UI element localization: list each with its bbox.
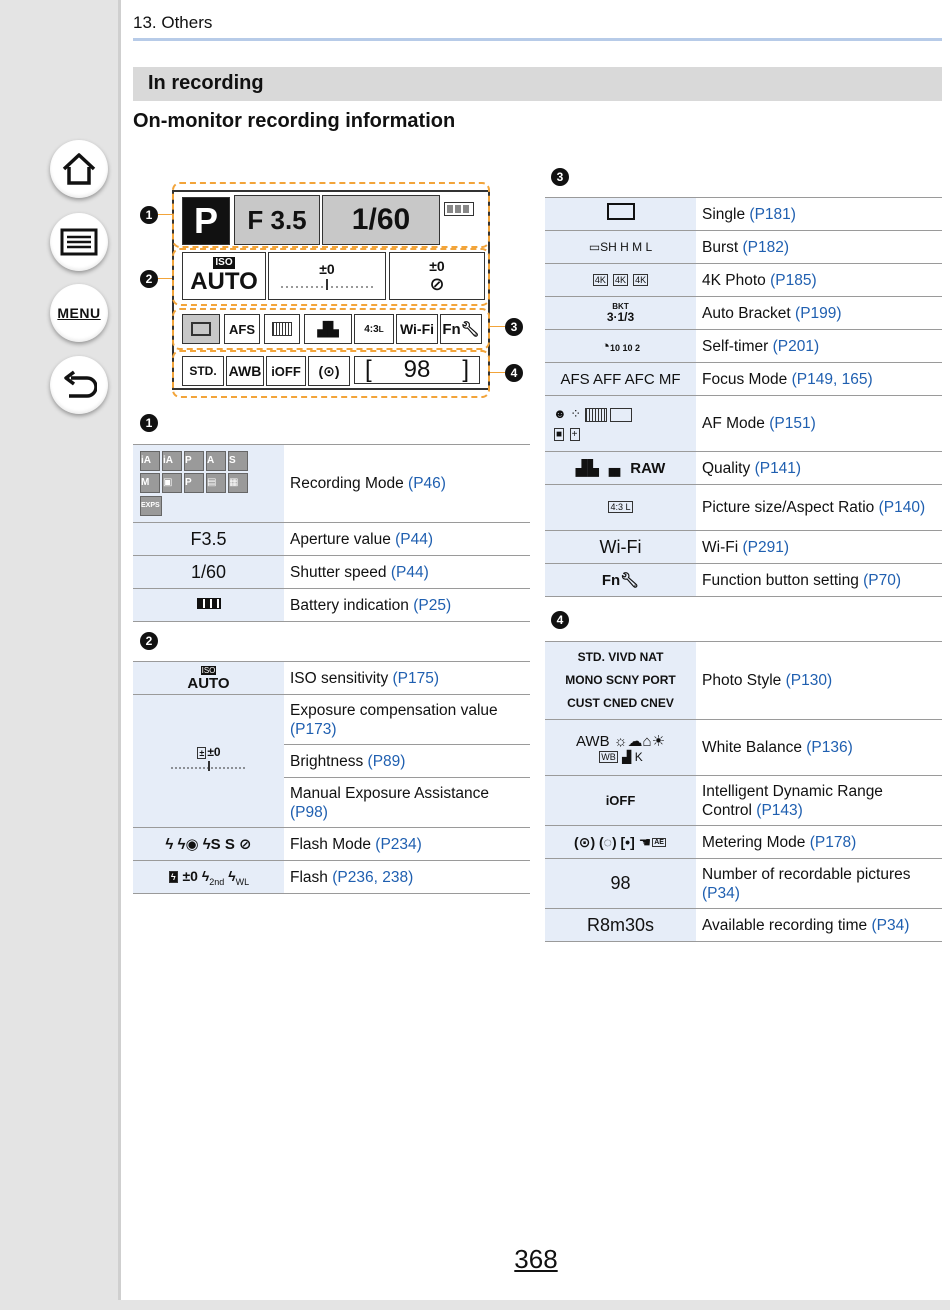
row-label: Wi-Fi	[702, 538, 743, 556]
ae-label: AE	[654, 839, 664, 847]
callout-4: 4	[505, 364, 523, 382]
chapter-rule	[133, 38, 942, 41]
row-text	[284, 695, 530, 745]
row-label: Self-timer	[702, 337, 773, 355]
row-text	[284, 778, 530, 828]
style-std: STD.	[577, 650, 605, 664]
fn-label: Fn	[442, 320, 461, 338]
exposure-scale	[268, 252, 386, 300]
exposure-scale-icon	[277, 277, 377, 291]
style-mono: MONO	[565, 673, 603, 687]
page-ref-link[interactable]: (P34)	[702, 884, 740, 902]
flash-exp-value: ±0	[429, 257, 445, 274]
row-label: Manual Exposure Assistance	[290, 784, 490, 802]
page-ref-link[interactable]: (P291)	[742, 538, 789, 556]
wifi-icon: Wi-Fi	[396, 314, 438, 344]
row-label: Picture size/Aspect Ratio	[702, 499, 879, 516]
table-row	[133, 523, 530, 556]
table-row	[545, 720, 942, 776]
page-ref-link[interactable]: (P70)	[863, 571, 902, 589]
af-area-icon	[264, 314, 300, 344]
row-text: Focus Mode (P149, 165)	[696, 363, 942, 396]
recording-time-value: R8m30s	[545, 909, 696, 942]
table-row	[545, 826, 942, 859]
page-ref-link[interactable]: (P149	[791, 370, 833, 388]
sidebar-edge	[118, 0, 121, 1310]
row-label: Brightness	[290, 752, 368, 770]
row-label: Flash Mode	[290, 835, 376, 853]
page-ref-link[interactable]: 238)	[382, 868, 414, 886]
battery-icon	[444, 202, 474, 216]
back-button[interactable]	[50, 356, 108, 414]
focus-mode-icons: AFS AFF AFC MF	[545, 363, 696, 396]
exposure-scale-ticks	[169, 760, 249, 772]
table-row	[545, 564, 942, 597]
photo-style-icon: STD.	[182, 356, 224, 386]
row-text	[696, 531, 942, 564]
page-ref-link[interactable]: (P182)	[742, 238, 790, 256]
flash-mode-label: S S	[210, 836, 235, 853]
4k-photo-icons: 4K 4K 4K	[545, 264, 696, 297]
iso-auto: AUTO	[190, 268, 258, 295]
page-number	[0, 1244, 950, 1275]
page-ref-link[interactable]: (P151)	[769, 415, 816, 432]
row-label: Focus Mode	[702, 370, 792, 388]
row-label: Flash	[290, 868, 333, 886]
bracket-label: BKT	[612, 302, 629, 311]
home-icon	[61, 152, 97, 186]
single-drive-icon	[545, 198, 696, 231]
page-ref-link[interactable]: (P175)	[392, 669, 440, 687]
flash-mode-icons: ϟ ϟ◉ ϟS S ⊘	[133, 828, 284, 861]
bracket-icon	[545, 297, 696, 330]
flash-icons: ϟ ±0 $ϟ_{2nd}$ $ϟ_{WL}$	[133, 861, 284, 894]
iso-auto-label: AUTO	[187, 675, 230, 692]
row-text	[696, 485, 942, 531]
group-4-table	[545, 641, 942, 942]
iso-indicator	[182, 252, 266, 300]
group-1-table	[133, 444, 530, 622]
row-label: ISO sensitivity	[290, 669, 393, 687]
table-row	[545, 198, 942, 231]
recording-mode-icon: P	[182, 197, 230, 245]
row-text	[284, 662, 530, 695]
row-label: White Balance	[702, 739, 807, 756]
row-text	[696, 452, 942, 485]
table-row	[545, 859, 942, 909]
back-icon	[61, 370, 97, 400]
page-ref-link[interactable]: (P44)	[395, 530, 434, 548]
shutter-icon: 1/60	[133, 556, 284, 589]
table-row	[133, 556, 530, 589]
iso-auto-icon	[133, 662, 284, 695]
page-ref-link[interactable]: (P141)	[754, 459, 802, 477]
style-cust: CUST	[567, 696, 600, 710]
recordable-pictures-value: 98	[545, 859, 696, 909]
shutter-value: 1/60	[322, 195, 440, 245]
wifi-icon: Wi-Fi	[545, 531, 696, 564]
row-text: Flash (P236, 238)	[284, 861, 530, 894]
bracket-left: [	[365, 356, 372, 383]
exposure-value: ±0	[319, 261, 335, 277]
section-title: In recording	[148, 72, 264, 94]
style-scny: SCNY	[605, 673, 640, 687]
page-ref-link[interactable]: (P178)	[809, 833, 857, 851]
group-1-marker: 1	[140, 414, 158, 432]
style-port: PORT	[642, 673, 676, 687]
page-ref-link[interactable]: (P143)	[756, 801, 803, 819]
page-ref-link[interactable]: (P46)	[408, 475, 446, 492]
awb-label: AWB	[575, 732, 610, 750]
wb-label: WB	[601, 752, 616, 763]
row-text	[696, 642, 942, 720]
row-text	[284, 589, 530, 622]
page-ref-link[interactable]: (P89)	[367, 752, 406, 770]
row-label: Metering Mode	[702, 833, 810, 851]
group-4-marker: 4	[551, 611, 569, 629]
frame-count: 98	[403, 356, 431, 383]
burst-labels: SH H M L	[600, 240, 653, 254]
af-mode-icons: ☻ ⁘ ■ +	[545, 396, 696, 452]
page-number-text: 368	[514, 1244, 558, 1274]
bottom-strip	[0, 1300, 950, 1310]
awb-icon: AWB	[226, 356, 264, 386]
metering-icon: (⊙)	[308, 356, 350, 386]
flash-indicator	[389, 252, 485, 300]
table-row	[545, 297, 942, 330]
aspect-ratio: 4:3	[364, 323, 379, 335]
flash-wl-label: WL	[235, 876, 250, 887]
callout-1: 1	[140, 206, 158, 224]
row-text	[696, 396, 942, 452]
row-label: Function button setting	[702, 571, 864, 589]
flash-off-icon: ⊘	[429, 273, 445, 294]
page-ref-link[interactable]: (P236	[332, 868, 374, 886]
page-ref-link[interactable]: (P25)	[413, 596, 452, 614]
row-text	[696, 264, 942, 297]
battery-icon	[133, 589, 284, 622]
menu-label: MENU	[57, 305, 101, 321]
table-row	[133, 861, 530, 894]
row-label: 4K Photo	[702, 271, 771, 289]
self-timer-labels: 10 10 2	[610, 342, 641, 353]
callout-line	[490, 326, 505, 327]
row-text	[696, 776, 942, 826]
ioff-icon: iOFF	[266, 356, 306, 386]
page-ref-link[interactable]: (P234)	[375, 835, 422, 853]
iso-label: ISO	[215, 257, 233, 268]
row-text	[696, 564, 942, 597]
table-row	[545, 330, 942, 363]
drive-single-icon	[182, 314, 220, 344]
contents-button[interactable]	[50, 213, 108, 271]
row-text	[696, 330, 942, 363]
quality-icon: ▟▙	[304, 314, 352, 344]
row-label: Burst	[702, 238, 743, 256]
row-label: Intelligent Dynamic Range Control	[702, 782, 883, 819]
bracket-right: ]	[462, 356, 469, 383]
raw-label: RAW	[630, 460, 666, 477]
quality-icons: ▟▙ ▗▖ RAW	[545, 452, 696, 485]
row-text	[284, 556, 530, 589]
chapter-title: 13. Others	[133, 13, 213, 32]
table-row	[545, 363, 942, 396]
style-cned: CNED	[603, 696, 638, 710]
row-text	[696, 720, 942, 776]
page-ref-link[interactable]: 165)	[841, 370, 873, 388]
row-text	[696, 231, 942, 264]
row-text	[284, 828, 530, 861]
flash-value: ±0	[182, 867, 198, 884]
table-row	[133, 828, 530, 861]
group-2-marker: 2	[140, 632, 158, 650]
dynamic-range-icon: iOFF	[545, 776, 696, 826]
row-label: Exposure compensation value	[290, 701, 498, 719]
page-ref-link[interactable]: (P44)	[390, 563, 429, 581]
row-label: AF Mode	[702, 415, 770, 432]
table-row	[133, 662, 530, 695]
page-ref-link[interactable]: (P201)	[772, 337, 820, 355]
row-text	[696, 859, 942, 909]
row-text	[696, 198, 942, 231]
page-ref-link[interactable]: (P199)	[795, 304, 842, 322]
row-label: Aperture value	[290, 530, 396, 548]
aspect-icon	[354, 314, 394, 344]
table-row	[545, 231, 942, 264]
row-label: Available recording time	[702, 916, 872, 934]
group-3-marker: 3	[551, 168, 569, 186]
row-label: Number of recordable pictures	[702, 865, 911, 883]
style-cnev: CNEV	[640, 696, 674, 710]
row-text	[284, 445, 530, 523]
white-balance-icons: AWB ☼☁⌂☀ WB ▟ K	[545, 720, 696, 776]
row-label: Single	[702, 205, 750, 223]
table-row	[133, 445, 530, 523]
row-text	[696, 826, 942, 859]
iso-label: ISO	[201, 666, 216, 675]
table-row	[545, 776, 942, 826]
metering-icons: (⊙) (◌) [•] ☚ AE	[545, 826, 696, 859]
table-row	[133, 695, 530, 745]
style-vivd: VIVD	[608, 650, 637, 664]
table-row	[545, 531, 942, 564]
aspect-size: L	[378, 324, 384, 334]
row-text	[284, 745, 530, 778]
fn-icon: Fn🔧︎	[545, 564, 696, 597]
row-label: Shutter speed	[290, 563, 391, 581]
home-button[interactable]	[50, 140, 108, 198]
exposure-value: ±0	[207, 745, 221, 759]
flash-2nd-label: 2nd	[209, 876, 225, 887]
recording-mode-icons: iA iA P A S M ▣ P ▤ ▦ EXPS	[133, 445, 284, 523]
aspect-ratio-icon	[545, 485, 696, 531]
row-label: Quality	[702, 459, 755, 477]
callout-2: 2	[140, 270, 158, 288]
aspect-ratio-label: 4:3 L	[610, 502, 631, 513]
row-text	[284, 523, 530, 556]
page-ref-link[interactable]: (P140)	[878, 499, 926, 516]
group-2-table	[133, 661, 530, 894]
aperture-icon: F3.5	[133, 523, 284, 556]
fn-label: Fn	[601, 572, 621, 589]
table-row	[545, 909, 942, 942]
menu-button[interactable]	[50, 284, 108, 342]
exposure-scale-icon: ± ±0	[133, 695, 284, 828]
page-ref-link[interactable]: (P130)	[785, 672, 833, 689]
row-label: Battery indication	[290, 596, 414, 614]
row-text	[696, 909, 942, 942]
table-row	[133, 589, 530, 622]
style-nat: NAT	[639, 650, 664, 664]
frame-counter	[354, 356, 480, 384]
bracket-value: 3·1/3	[606, 310, 635, 324]
list-icon	[60, 228, 98, 256]
aperture-value: F 3.5	[234, 195, 320, 245]
page-ref-link[interactable]: (P181)	[749, 205, 796, 223]
burst-icons: ▭SH H M L	[545, 231, 696, 264]
table-row	[545, 485, 942, 531]
group-3-table	[545, 197, 942, 597]
page-ref-link[interactable]: (P173)	[290, 720, 337, 738]
self-timer-icons: ◔10 10 2	[545, 330, 696, 363]
callout-3: 3	[505, 318, 523, 336]
row-text	[696, 297, 942, 330]
table-row	[545, 452, 942, 485]
sidebar	[0, 0, 118, 1310]
page-ref-link[interactable]: (P34)	[871, 916, 910, 934]
page-subtitle: On-monitor recording information	[133, 110, 456, 132]
fn-icon: Fn 🔧︎	[440, 314, 482, 344]
table-row	[545, 396, 942, 452]
row-label: Auto Bracket	[702, 304, 796, 322]
table-row	[545, 264, 942, 297]
row-label: Recording Mode	[290, 475, 409, 492]
row-label: Photo Style	[702, 672, 786, 689]
page-ref-link[interactable]: (P185)	[770, 271, 817, 289]
page-ref-link[interactable]: (P98)	[290, 803, 328, 821]
page-ref-link[interactable]: (P136)	[806, 739, 853, 756]
table-row	[545, 642, 942, 720]
callout-line	[490, 372, 505, 373]
afs-icon: AFS	[224, 314, 260, 344]
monitor-diagram	[168, 180, 492, 398]
photo-style-icons	[545, 642, 696, 720]
